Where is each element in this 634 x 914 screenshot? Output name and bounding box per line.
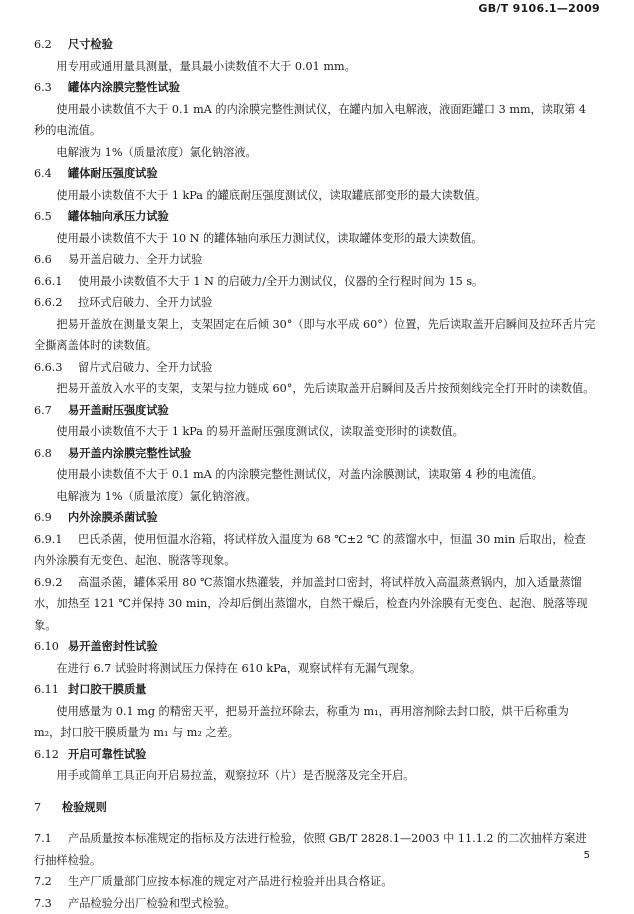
section-heading xyxy=(34,443,596,465)
body-paragraph xyxy=(34,185,596,207)
section-title: 开启可靠性试验 xyxy=(68,747,146,761)
paragraph-text: 使用最小读数值不大于 10 N 的罐体轴向承压力测试仪，读取罐体变形的最大读数值。 xyxy=(56,232,482,245)
body-paragraph xyxy=(34,228,596,250)
paragraph-text: 把易开盖放入水平的支架，支架与拉力链成 60°，先后读取盖开启瞬间及舌片按预刻线完全打开时的读数值。 xyxy=(56,382,594,395)
section-number: 6.9 xyxy=(34,507,68,529)
body-paragraph xyxy=(34,464,596,486)
paragraph-text: 使用感量为 0.1 mg 的精密天平，把易开盖拉环除去，称重为 m₁，再用溶剂除去封口胶，烘干后称重为 m₂，封口胶干膜质量为 m₁ 与 m₂ 之差。 xyxy=(34,705,569,740)
paragraph-text: 电解液为 1%（质量浓度）氯化钠溶液。 xyxy=(56,490,256,503)
section-heading xyxy=(34,679,596,701)
body-paragraph xyxy=(34,486,596,508)
standard-header: GB/T 9106.1—2009 xyxy=(478,2,600,15)
section-number: 6.6.1 xyxy=(34,271,78,293)
section-title: 留片式启破力、全开力试验 xyxy=(78,361,212,374)
body-paragraph xyxy=(34,701,596,744)
page-number: 5 xyxy=(584,850,590,861)
numbered-paragraph xyxy=(34,828,596,871)
body-paragraph xyxy=(34,142,596,164)
section-number: 7.1 xyxy=(34,828,68,850)
section-title: 易开盖密封性试验 xyxy=(68,639,158,653)
body-paragraph xyxy=(34,99,596,142)
paragraph-text: 产品检验分出厂检验和型式检验。 xyxy=(68,897,236,910)
body-paragraph xyxy=(34,658,596,680)
section-title: 罐体内涂膜完整性试验 xyxy=(68,80,180,94)
section-heading xyxy=(34,357,596,379)
section-title: 拉环式启破力、全开力试验 xyxy=(78,296,212,309)
section-number: 6.11 xyxy=(34,679,68,701)
paragraph-text: 巴氏杀菌，使用恒温水浴箱，将试样放入温度为 68 ℃±2 ℃ 的蒸馏水中，恒温 30 min 后取出，检查内外涂膜有无变色、起泡、脱落等现象。 xyxy=(34,533,586,568)
paragraph-text: 使用最小读数值不大于 0.1 mA 的内涂膜完整性测试仪，对盖内涂膜测试，读取第 4 秒的电流值。 xyxy=(56,468,543,481)
section-heading xyxy=(34,163,596,185)
section-heading xyxy=(34,249,596,271)
paragraph-text: 生产厂质量部门应按本标准的规定对产品进行检验并出具合格证。 xyxy=(68,875,392,888)
paragraph-text: 产品质量按本标准规定的指标及方法进行检验，依照 GB/T 2828.1—2003 中 11.1.2 的二次抽样方案进行抽样检验。 xyxy=(34,832,587,867)
body-paragraph xyxy=(34,765,596,787)
section-heading xyxy=(34,77,596,99)
section-title: 尺寸检验 xyxy=(68,37,113,51)
paragraph-text: 在进行 6.7 试验时将测试压力保持在 610 kPa，观察试样有无漏气现象。 xyxy=(56,662,421,675)
section-number: 6.9.1 xyxy=(34,529,78,551)
section-number: 7.3 xyxy=(34,893,68,914)
body-paragraph xyxy=(34,378,596,400)
paragraph-text: 高温杀菌，罐体采用 80 ℃蒸馏水热灌装，并加盖封口密封，将试样放入高温蒸煮锅内，加入适量蒸馏水，加热至 121 ℃并保持 30 min，冷却后倒出蒸馏水，自然干燥后，检查内外涂膜有无变色、起泡、脱落等现象。 xyxy=(34,576,588,632)
numbered-paragraph xyxy=(34,271,596,293)
numbered-paragraph xyxy=(34,893,596,914)
numbered-paragraph xyxy=(34,572,596,637)
section-title: 罐体轴向承压力试验 xyxy=(68,209,169,223)
section-number: 6.8 xyxy=(34,443,68,465)
paragraph-text: 电解液为 1%（质量浓度）氯化钠溶液。 xyxy=(56,146,256,159)
section-heading xyxy=(34,292,596,314)
section-heading xyxy=(34,34,596,56)
body-paragraph xyxy=(34,314,596,357)
section-number: 6.7 xyxy=(34,400,68,422)
chapter-heading xyxy=(34,797,596,819)
body-paragraph xyxy=(34,56,596,78)
section-heading xyxy=(34,507,596,529)
section-title: 易开盖耐压强度试验 xyxy=(68,403,169,417)
section-number: 6.3 xyxy=(34,77,68,99)
section-number: 6.6.2 xyxy=(34,292,78,314)
section-title: 检验规则 xyxy=(62,800,107,814)
section-title: 封口胶干膜质量 xyxy=(68,682,146,696)
paragraph-text: 使用最小读数值不大于 0.1 mA 的内涂膜完整性测试仪，在罐内加入电解液，液面距罐口 3 mm，读取第 4 秒的电流值。 xyxy=(34,103,586,138)
section-number: 7 xyxy=(34,797,62,819)
section-number: 6.12 xyxy=(34,744,68,766)
section-heading xyxy=(34,206,596,228)
document-body xyxy=(34,34,596,914)
paragraph-text: 用手或简单工具正向开启易拉盖，观察拉环（片）是否脱落及完全开启。 xyxy=(56,769,414,782)
paragraph-text: 使用最小读数值不大于 1 N 的启破力/全开力测试仪，仪器的全行程时间为 15 s。 xyxy=(78,275,483,288)
section-number: 6.9.2 xyxy=(34,572,78,594)
section-title: 易开盖启破力、全开力试验 xyxy=(68,253,202,266)
section-number: 6.2 xyxy=(34,34,68,56)
section-title: 罐体耐压强度试验 xyxy=(68,166,158,180)
section-number: 6.6 xyxy=(34,249,68,271)
section-number: 6.10 xyxy=(34,636,68,658)
section-heading xyxy=(34,400,596,422)
section-number: 7.2 xyxy=(34,871,68,893)
section-number: 6.6.3 xyxy=(34,357,78,379)
section-title: 内外涂膜杀菌试验 xyxy=(68,510,158,524)
section-number: 6.4 xyxy=(34,163,68,185)
paragraph-text: 用专用或通用量具测量，量具最小读数值不大于 0.01 mm。 xyxy=(56,60,355,73)
paragraph-text: 使用最小读数值不大于 1 kPa 的易开盖耐压强度测试仪，读取盖变形时的读数值。 xyxy=(56,425,463,438)
numbered-paragraph xyxy=(34,529,596,572)
paragraph-text: 使用最小读数值不大于 1 kPa 的罐底耐压强度测试仪，读取罐底部变形的最大读数值。 xyxy=(56,189,486,202)
body-paragraph xyxy=(34,421,596,443)
section-heading xyxy=(34,744,596,766)
numbered-paragraph xyxy=(34,871,596,893)
section-heading xyxy=(34,636,596,658)
section-number: 6.5 xyxy=(34,206,68,228)
section-title: 易开盖内涂膜完整性试验 xyxy=(68,446,191,460)
paragraph-text: 把易开盖放在测量支架上，支架固定在后倾 30°（即与水平成 60°）位置，先后读取盖开启瞬间及拉环舌片完全撕离盖体时的读数值。 xyxy=(34,318,595,353)
